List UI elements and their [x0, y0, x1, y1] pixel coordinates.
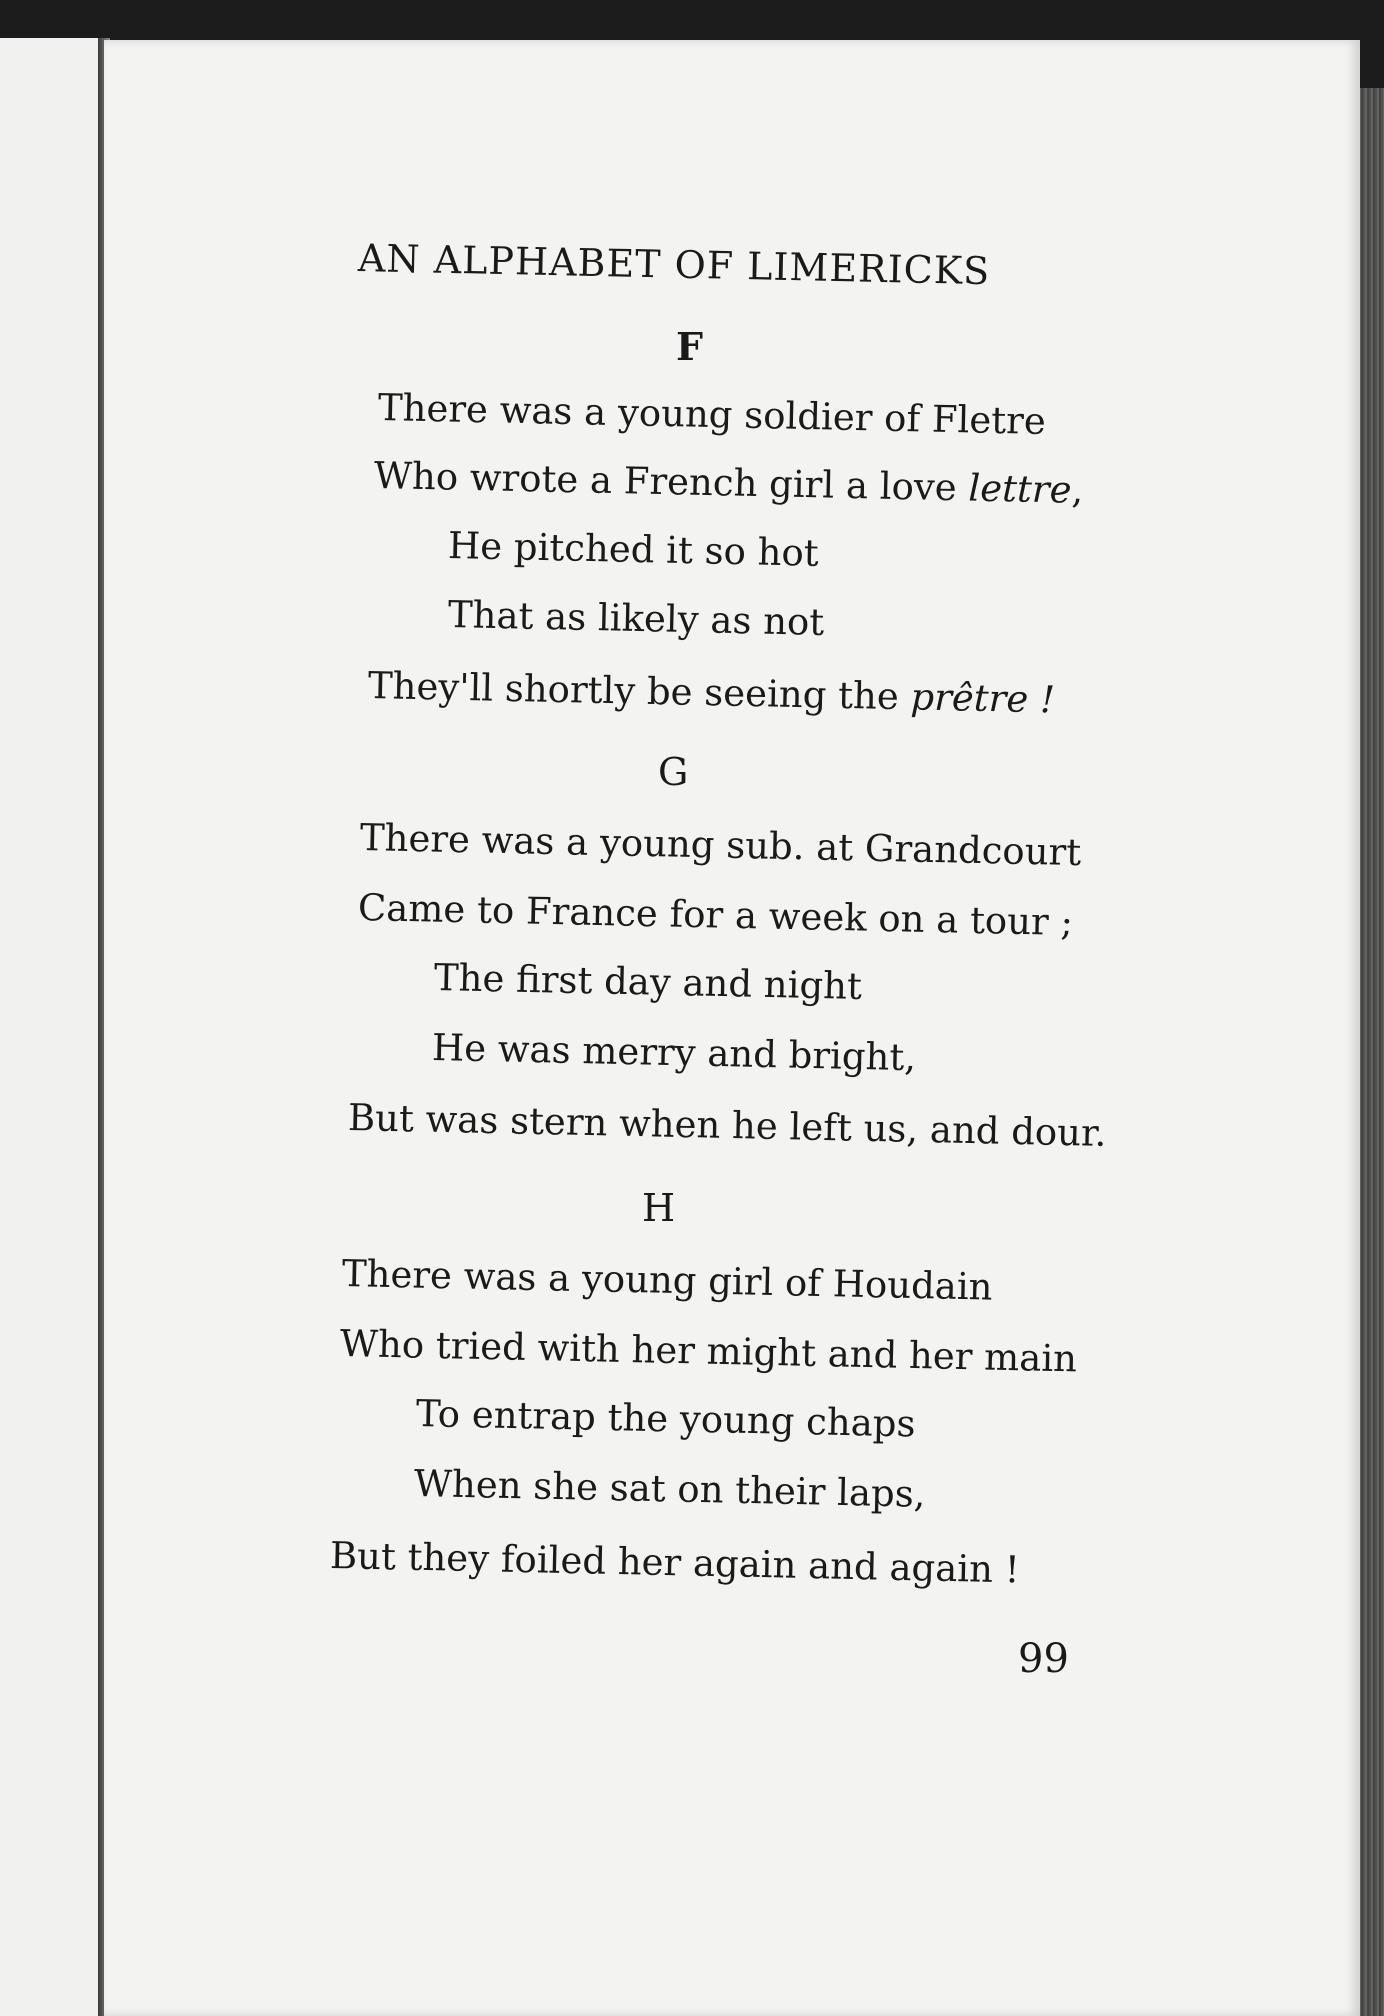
- line-text: He was merry and bright,: [431, 1026, 917, 1080]
- line-text: That as likely as not: [447, 593, 825, 644]
- poem-line: [330, 1534, 1020, 1591]
- running-head: AN ALPHABET OF LIMERICKS: [357, 236, 991, 294]
- poem-line: [348, 1096, 1107, 1155]
- poem-line: [360, 816, 1082, 874]
- line-text: He pitched it so hot: [447, 524, 820, 575]
- line-text: Who tried with her might and her main: [339, 1322, 1078, 1381]
- poem-line: [358, 886, 1074, 944]
- line-text: But was stern when he left us, and dour.: [347, 1096, 1107, 1155]
- line-italic: prêtre !: [910, 675, 1056, 722]
- poem-line: [448, 524, 819, 575]
- line-text: There was a young soldier of Fletre: [377, 386, 1047, 443]
- poem-line: [374, 454, 1084, 512]
- line-text: The first day and night: [433, 956, 863, 1008]
- poem-line: [340, 1322, 1078, 1380]
- poem-line: [342, 1252, 993, 1309]
- stanza-letter-f: F: [676, 324, 703, 369]
- poem-line: [432, 1026, 917, 1079]
- poem-line: [368, 664, 1056, 721]
- stanza-letter-g: G: [658, 750, 689, 794]
- left-page-edge: [0, 38, 105, 2016]
- poem-line: [378, 386, 1047, 443]
- line-text: But they foiled her again and again !: [329, 1534, 1021, 1592]
- line-text: There was a young sub. at Grandcourt: [359, 816, 1082, 875]
- line-text: There was a young girl of Houdain: [341, 1252, 993, 1309]
- line-punct: ,: [1071, 468, 1084, 512]
- line-text: They'll shortly be seeing the: [367, 664, 911, 719]
- poem-line: [448, 593, 825, 644]
- line-text: When she sat on their laps,: [413, 1462, 926, 1516]
- poem-line: [416, 1392, 916, 1445]
- line-italic: lettre: [967, 466, 1072, 512]
- stanza-letter-h: H: [642, 1186, 676, 1230]
- page-text: [104, 40, 1360, 2016]
- page-number: 99: [1018, 1636, 1069, 1682]
- poem-line: [434, 956, 863, 1008]
- line-text: Who wrote a French girl a love: [373, 454, 969, 510]
- line-text: Came to France for a week on a tour ;: [357, 886, 1074, 944]
- book-page: [104, 40, 1360, 2016]
- line-text: To entrap the young chaps: [415, 1392, 916, 1446]
- poem-line: [414, 1462, 926, 1516]
